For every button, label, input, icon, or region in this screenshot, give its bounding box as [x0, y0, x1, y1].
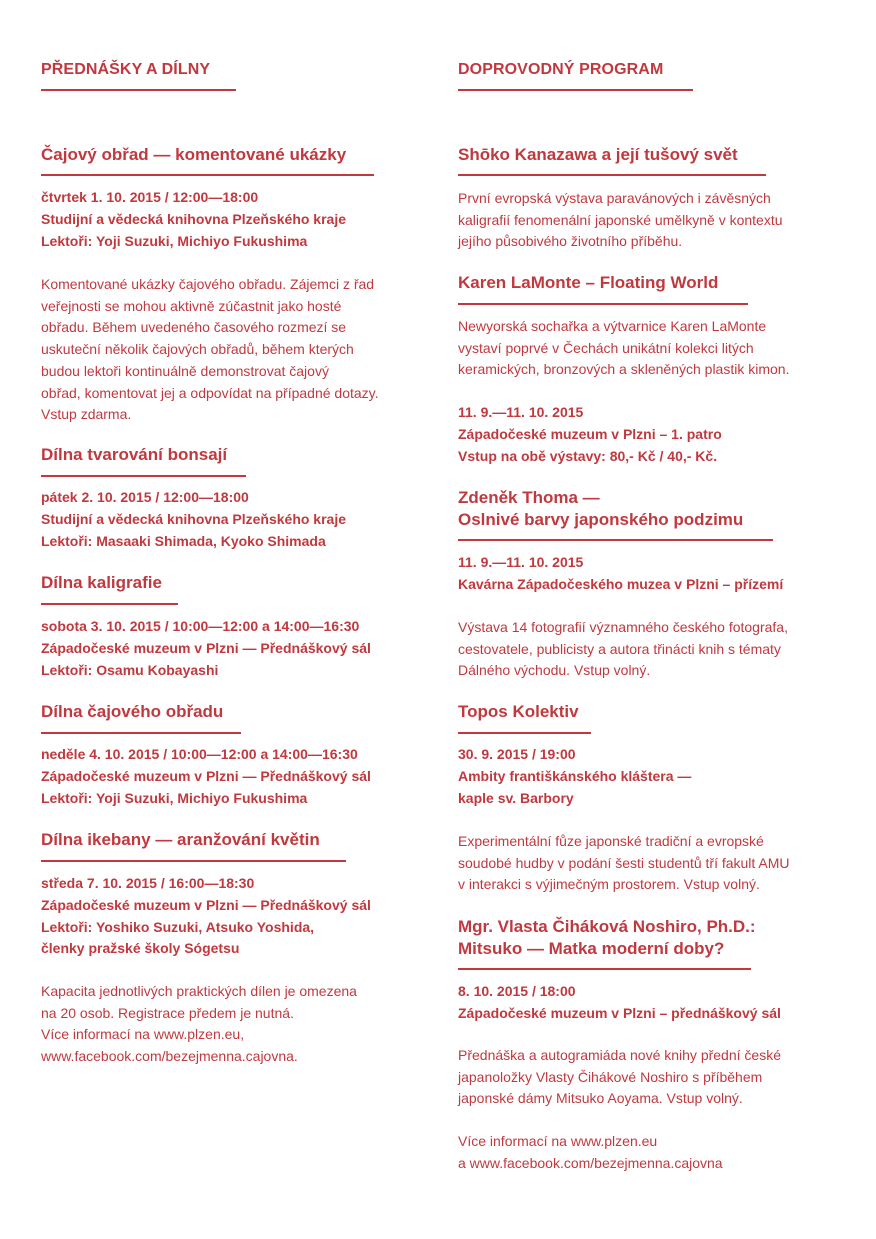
title-line: Mitsuko — Matka moderní doby? [458, 939, 725, 958]
title-line: Oslnivé barvy japonského podzimu [458, 510, 744, 529]
detail-venue: Západočeské muzeum v Plzni — Přednáškový sál [41, 767, 371, 784]
left-footer [41, 981, 357, 1068]
description-line: obřadu. Během uvedeného časového rozmezí se [41, 319, 347, 336]
detail-venue: Kavárna Západočeského muzea v Plzni – přízemí [458, 575, 784, 592]
detail-date: 11. 9.—11. 10. 2015 [458, 554, 584, 570]
right-footer [458, 1131, 723, 1174]
footer-link-line: Více informací na www.plzen.eu, [41, 1026, 245, 1043]
detail-lecturers-note: členky pražské školy Sógetsu [41, 940, 240, 957]
section-description [458, 831, 790, 896]
right-header: DOPROVODNÝ PROGRAM [458, 61, 664, 78]
section-details [41, 873, 371, 960]
description-line: Vstup zdarma. [41, 406, 132, 423]
section-title-zdenek-thoma [458, 487, 743, 531]
description-line: keramických, bronzových a skleněných plastik kimon. [458, 361, 790, 378]
description-line: v interakci s výjimečným prostorem. Vstup volný. [458, 876, 760, 893]
description-line: japonské dámy Mitsuko Aoyama. Vstup volný. [458, 1090, 743, 1107]
section-description [458, 188, 783, 253]
section-rule [458, 539, 773, 541]
description-line: Experimentální fůze japonské tradiční a evropské [458, 833, 764, 849]
description-line: První evropská výstava paravánových i závěsných [458, 190, 771, 206]
section-title-karen-lamonte: Karen LaMonte – Floating World [458, 273, 719, 292]
description-line: veřejnosti se mohou aktivně zúčastnit jako hosté [41, 297, 342, 314]
detail-venue: Studijní a vědecká knihovna Plzeňského kraje [41, 510, 347, 527]
detail-date: čtvrtek 1. 10. 2015 / 12:00—18:00 [41, 189, 259, 205]
detail-date: pátek 2. 10. 2015 / 12:00—18:00 [41, 489, 249, 505]
section-rule [41, 860, 346, 862]
description-line: vystaví poprvé v Čechách unikátní kolekci litých [458, 339, 754, 356]
detail-lecturers: Lektoři: Masaaki Shimada, Kyoko Shimada [41, 532, 326, 549]
left-header: PŘEDNÁŠKY A DÍLNY [41, 61, 211, 78]
detail-date: 11. 9.—11. 10. 2015 [458, 404, 584, 420]
description-line: budou lektoři kontinuálně demonstrovat čajový [41, 362, 329, 379]
left-header-rule [41, 89, 236, 91]
detail-venue: Západočeské muzeum v Plzni — Přednáškový sál [41, 896, 371, 913]
footer-link-line: www.facebook.com/bezejmenna.cajovna. [41, 1048, 298, 1065]
section-title-vlasta-cihakova [458, 916, 756, 960]
description-line: cestovatele, publicisty a autora třinácti knih s tématy [458, 640, 781, 657]
section-title-ikebana: Dílna ikebany — aranžování květin [41, 830, 320, 849]
detail-date: 30. 9. 2015 / 19:00 [458, 746, 576, 762]
section-details [458, 402, 722, 467]
section-details [41, 187, 346, 252]
detail-venue: Ambity františkánského kláštera — [458, 767, 692, 784]
section-title-topos-kolektiv: Topos Kolektiv [458, 702, 579, 721]
section-title-bonsai: Dílna tvarování bonsají [41, 445, 228, 464]
section-details [458, 981, 781, 1025]
title-line: Zdeněk Thoma — [458, 488, 600, 507]
section-details [458, 552, 783, 596]
detail-venue: Studijní a vědecká knihovna Plzeňského kraje [41, 210, 347, 227]
right-header-rule [458, 89, 693, 91]
detail-lecturers: Lektoři: Yoji Suzuki, Michiyo Fukushima [41, 789, 308, 806]
footer-line: na 20 osob. Registrace předem je nutná. [41, 1004, 294, 1021]
description-line: Dálného východu. Vstup volný. [458, 662, 651, 679]
footer-line: Více informací na www.plzen.eu [458, 1133, 658, 1149]
description-line: japanoložky Vlasty Čihákové Noshiro s příběhem [458, 1068, 763, 1085]
section-title-shoko-kanazawa: Shōko Kanazawa a její tušový svět [458, 145, 738, 164]
section-rule [458, 968, 751, 970]
detail-date: středa 7. 10. 2015 / 16:00—18:30 [41, 875, 255, 891]
section-description [458, 617, 788, 682]
description-line: uskuteční několik čajových obřadů, během kterých [41, 341, 354, 358]
section-rule [41, 603, 178, 605]
section-title-tea-workshop: Dílna čajového obřadu [41, 702, 224, 721]
section-description [41, 274, 379, 426]
footer-line: Kapacita jednotlivých praktických dílen je omezena [41, 983, 357, 999]
detail-date: neděle 4. 10. 2015 / 10:00—12:00 a 14:00—16:30 [41, 746, 358, 762]
detail-venue: Západočeské muzeum v Plzni — Přednáškový sál [41, 639, 371, 656]
section-description [458, 316, 789, 381]
description-line: Komentované ukázky čajového obřadu. Zájemci z řad [41, 276, 375, 292]
detail-lecturers: Lektoři: Yoji Suzuki, Michiyo Fukushima [41, 232, 308, 249]
detail-admission: Vstup na obě výstavy: 80,- Kč / 40,- Kč. [458, 447, 718, 464]
section-details [458, 744, 691, 809]
description-line: Newyorská sochařka a výtvarnice Karen LaMonte [458, 318, 767, 334]
section-rule [41, 174, 374, 176]
section-rule [458, 303, 748, 305]
detail-venue-room: kaple sv. Barbory [458, 789, 574, 806]
description-line: Přednáška a autogramiáda nové knihy přední české [458, 1047, 781, 1063]
footer-link-line: a www.facebook.com/bezejmenna.cajovna [458, 1154, 723, 1171]
description-line: jejího působivého životního příběhu. [458, 233, 683, 250]
section-details [41, 487, 346, 552]
section-title-tea-ceremony: Čajový obřad — komentované ukázky [41, 145, 347, 164]
detail-venue: Západočeské muzeum v Plzni – 1. patro [458, 425, 722, 442]
detail-lecturers: Lektoři: Yoshiko Suzuki, Atsuko Yoshida, [41, 918, 315, 935]
section-details [41, 616, 371, 681]
detail-date: sobota 3. 10. 2015 / 10:00—12:00 a 14:00—16:30 [41, 618, 360, 634]
description-line: Výstava 14 fotografií významného českého fotografa, [458, 619, 788, 635]
section-rule [458, 732, 591, 734]
section-rule [458, 174, 766, 176]
detail-lecturers: Lektoři: Osamu Kobayashi [41, 661, 219, 678]
section-title-calligraphy: Dílna kaligrafie [41, 573, 162, 592]
description-line: soudobé hudby v podání šesti studentů tří fakult AMU [458, 854, 790, 871]
description-line: obřad, komentovat jej a odpovídat na případné dotazy. [41, 384, 379, 401]
section-details [41, 744, 371, 809]
description-line: kaligrafií fenomenální japonské umělkyně v kontextu [458, 211, 783, 228]
section-rule [41, 475, 246, 477]
detail-venue: Západočeské muzeum v Plzni – přednáškový sál [458, 1004, 781, 1021]
detail-date: 8. 10. 2015 / 18:00 [458, 983, 576, 999]
section-description [458, 1045, 781, 1110]
section-rule [41, 732, 241, 734]
title-line: Mgr. Vlasta Čiháková Noshiro, Ph.D.: [458, 917, 756, 936]
